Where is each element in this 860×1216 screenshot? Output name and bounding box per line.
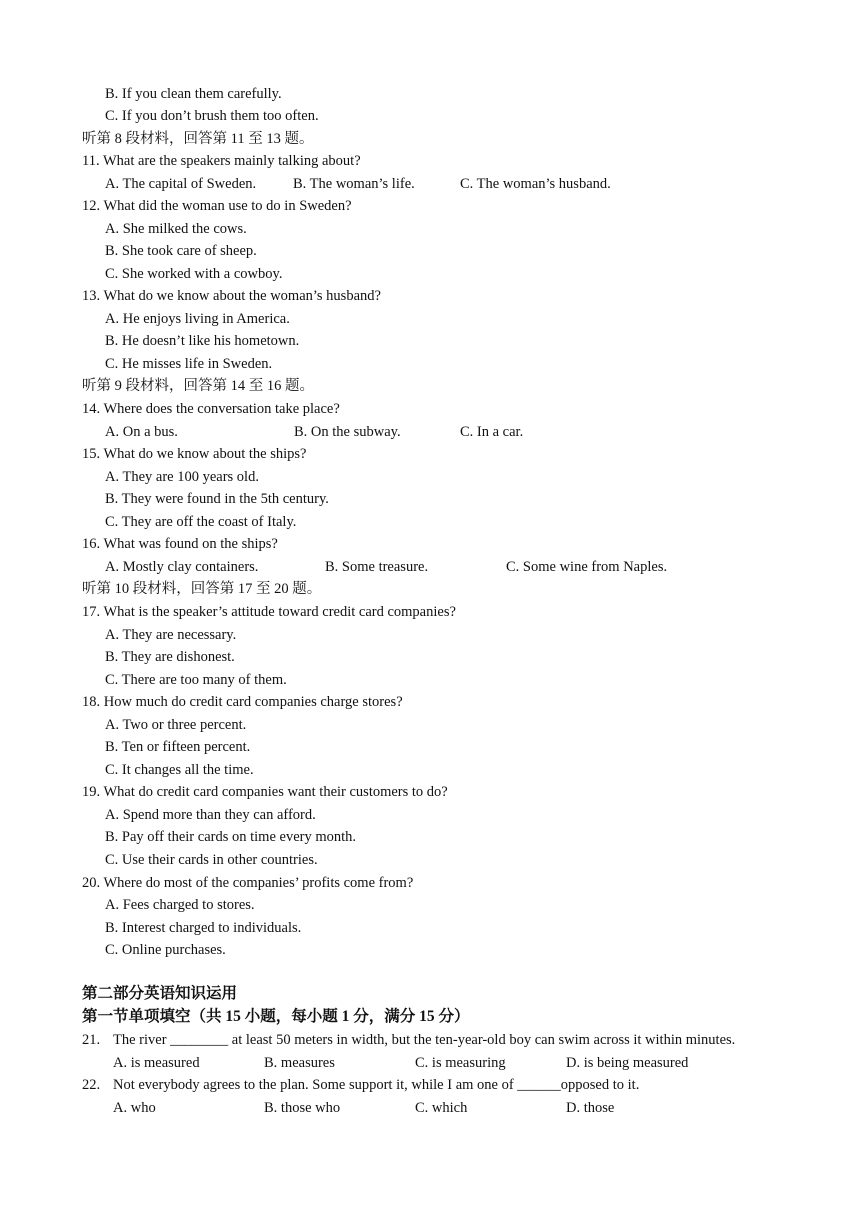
section-1-title: 第一节单项填空（共 15 小题，每小题 1 分，满分 15 分）: [82, 1008, 470, 1025]
question-20: 20. Where do most of the companies’ profits come from?: [82, 875, 414, 891]
q11-option-a: A. The capital of Sweden.: [105, 176, 257, 192]
question-11: 11. What are the speakers mainly talking about?: [82, 153, 361, 169]
q14-option-c: C. In a car.: [460, 424, 524, 440]
question-12: 12. What did the woman use to do in Sweden?: [82, 198, 352, 214]
passage-10-instruction: 听第 10 段材料，回答第 17 至 20 题。: [82, 581, 322, 597]
question-15: 15. What do we know about the ships?: [82, 446, 307, 462]
q12-option-a: A. She milked the cows.: [105, 221, 247, 237]
q14-option-b: B. On the subway.: [294, 424, 401, 440]
q21-option-c: C. is measuring: [415, 1055, 506, 1071]
question-22-number: 22.: [82, 1077, 101, 1093]
q15-option-c: C. They are off the coast of Italy.: [105, 514, 297, 530]
q17-option-b: B. They are dishonest.: [105, 649, 235, 665]
q16-option-c: C. Some wine from Naples.: [506, 559, 668, 575]
passage-9-instruction: 听第 9 段材料，回答第 14 至 16 题。: [82, 378, 314, 394]
question-14: 14. Where does the conversation take place?: [82, 401, 340, 417]
passage-8-instruction: 听第 8 段材料，回答第 11 至 13 题。: [82, 131, 314, 147]
q15-option-a: A. They are 100 years old.: [105, 469, 259, 485]
q21-option-a: A. is measured: [113, 1055, 200, 1071]
q22-option-a: A. who: [113, 1100, 156, 1116]
q16-option-b: B. Some treasure.: [325, 559, 429, 575]
q20-option-a: A. Fees charged to stores.: [105, 897, 255, 913]
q22-option-b: B. those who: [264, 1100, 341, 1116]
q22-option-c: C. which: [415, 1100, 468, 1116]
question-13: 13. What do we know about the woman’s husband?: [82, 288, 381, 304]
question-19: 19. What do credit card companies want their customers to do?: [82, 784, 448, 800]
q19-option-c: C. Use their cards in other countries.: [105, 852, 318, 868]
question-22: Not everybody agrees to the plan. Some support it, while I am one of ______opposed to it.: [113, 1077, 640, 1093]
q11-option-b: B. The woman’s life.: [293, 176, 415, 192]
question-17: 17. What is the speaker’s attitude toward credit card companies?: [82, 604, 456, 620]
q17-option-a: A. They are necessary.: [105, 627, 237, 643]
q13-option-c: C. He misses life in Sweden.: [105, 356, 273, 372]
q21-option-b: B. measures: [264, 1055, 335, 1071]
q10-option-c: C. If you don’t brush them too often.: [105, 108, 319, 124]
q13-option-a: A. He enjoys living in America.: [105, 311, 290, 327]
part-2-title: 第二部分英语知识运用: [82, 985, 238, 1002]
question-21-number: 21.: [82, 1032, 101, 1048]
q20-option-c: C. Online purchases.: [105, 942, 226, 958]
q17-option-c: C. There are too many of them.: [105, 672, 287, 688]
q12-option-c: C. She worked with a cowboy.: [105, 266, 283, 282]
q15-option-b: B. They were found in the 5th century.: [105, 491, 329, 507]
q22-option-d: D. those: [566, 1100, 615, 1116]
q16-option-a: A. Mostly clay containers.: [105, 559, 259, 575]
q14-option-a: A. On a bus.: [105, 424, 178, 440]
q18-option-b: B. Ten or fifteen percent.: [105, 739, 251, 755]
q12-option-b: B. She took care of sheep.: [105, 243, 257, 259]
question-18: 18. How much do credit card companies charge stores?: [82, 694, 403, 710]
q10-option-b: B. If you clean them carefully.: [105, 86, 282, 102]
q19-option-b: B. Pay off their cards on time every month.: [105, 829, 357, 845]
question-21: The river ________ at least 50 meters in width, but the ten-year-old boy can swim across it within minutes.: [113, 1032, 736, 1048]
question-16: 16. What was found on the ships?: [82, 536, 278, 552]
q19-option-a: A. Spend more than they can afford.: [105, 807, 316, 823]
q11-option-c: C. The woman’s husband.: [460, 176, 611, 192]
q18-option-c: C. It changes all the time.: [105, 762, 254, 778]
q21-option-d: D. is being measured: [566, 1055, 689, 1071]
q20-option-b: B. Interest charged to individuals.: [105, 920, 302, 936]
q18-option-a: A. Two or three percent.: [105, 717, 247, 733]
q13-option-b: B. He doesn’t like his hometown.: [105, 333, 300, 349]
